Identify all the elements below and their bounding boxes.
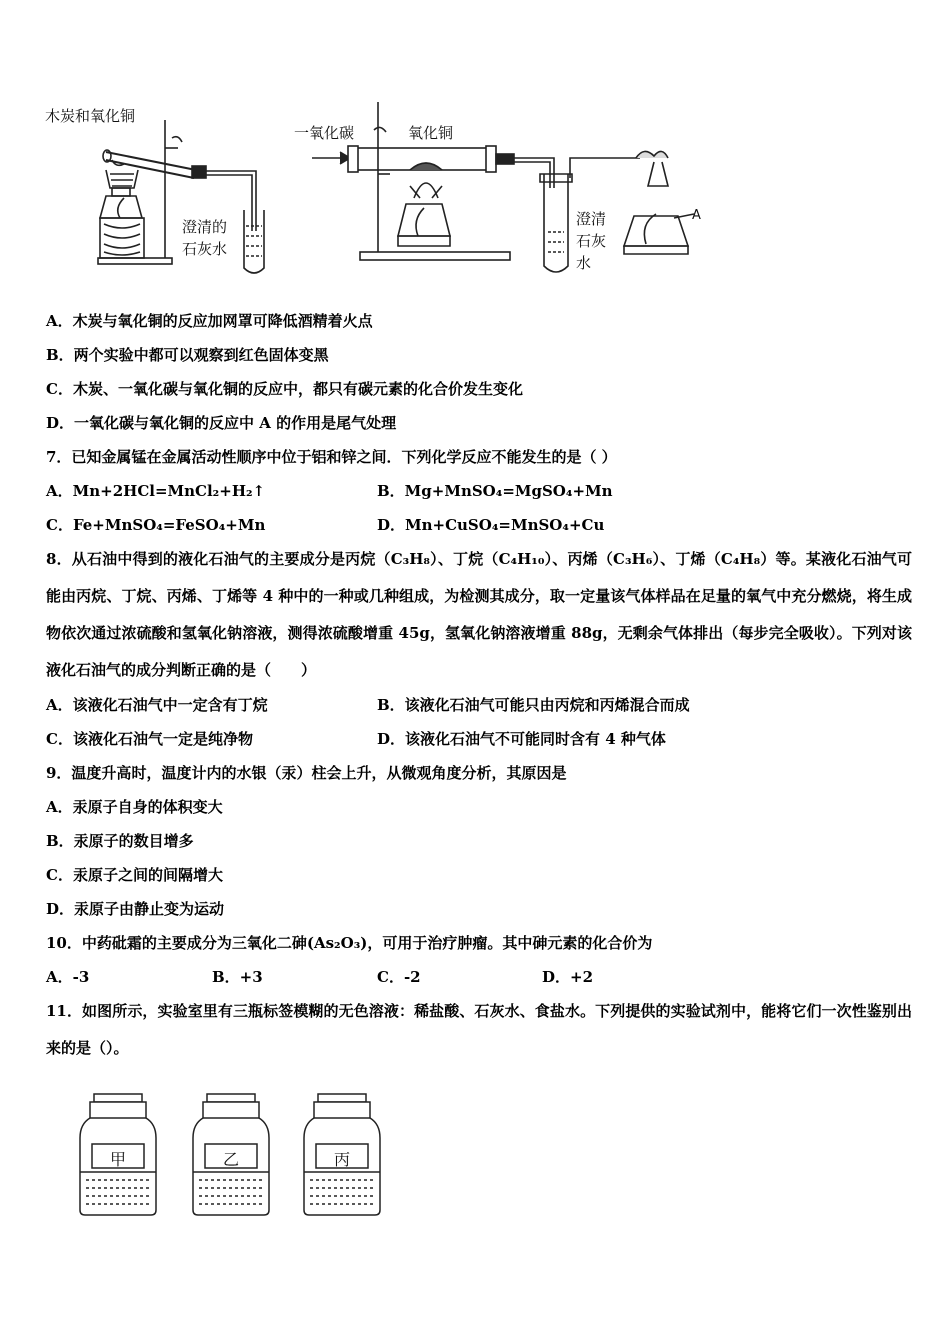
q6-option-a: A．木炭与氧化铜的反应加网罩可降低酒精着火点 [46, 312, 373, 330]
co-apparatus-drawing [290, 96, 715, 278]
q8-option-c: C．该液化石油气一定是纯净物 [46, 730, 253, 748]
bottle-yi [191, 1092, 271, 1217]
q10-option-b: B．+3 [212, 968, 263, 986]
q9-option-a: A．汞原子自身的体积变大 [46, 798, 223, 816]
label-limewater-a: 澄清 [576, 210, 607, 228]
q10-option-d: D．+2 [542, 968, 594, 986]
q8-option-b: B．该液化石油气可能只由丙烷和丙烯混合而成 [377, 696, 690, 714]
label-a: A [692, 208, 701, 223]
label-limewater-c: 水 [576, 254, 592, 272]
bottle-label-bing: 丙 [334, 1150, 351, 1169]
q6-option-d: D．一氧化碳与氧化铜的反应中 A 的作用是尾气处理 [46, 414, 397, 432]
q7-stem: 7．已知金属锰在金属活动性顺序中位于铝和锌之间．下列化学反应不能发生的是（ ） [46, 448, 617, 466]
q10-option-a: A．-3 [46, 968, 90, 986]
label-cuo: 氧化铜 [408, 124, 454, 142]
label-co: 一氧化碳 [294, 124, 355, 142]
q7-option-b: B．Mg+MnSO₄=MgSO₄+Mn [377, 482, 613, 500]
q8-option-d: D．该液化石油气不可能同时含有 4 种气体 [377, 730, 666, 748]
q7-option-a: A．Mn+2HCl=MnCl₂+H₂↑ [46, 482, 266, 500]
q9-option-c: C．汞原子之间的间隔增大 [46, 866, 223, 884]
bottle-jia [78, 1092, 158, 1217]
label-limewater-1: 澄清的 [182, 218, 228, 236]
q8-option-a: A．该液化石油气中一定含有丁烷 [46, 696, 268, 714]
bottle-bing [302, 1092, 382, 1217]
q10-stem: 10．中药砒霜的主要成分为三氧化二砷(As₂O₃)，可用于治疗肿瘤。其中砷元素的化合价为 [46, 934, 653, 952]
q10-option-c: C．-2 [377, 968, 421, 986]
q7-option-c: C．Fe+MnSO₄=FeSO₄+Mn [46, 516, 266, 534]
figure-co-cuo-apparatus [290, 96, 715, 278]
q6-option-b: B．两个实验中都可以观察到红色固体变黑 [46, 346, 329, 364]
label-limewater-2: 石灰水 [182, 240, 228, 258]
bottle-label-yi: 乙 [223, 1150, 240, 1169]
q6-option-c: C．木炭、一氧化碳与氧化铜的反应中，都只有碳元素的化合价发生变化 [46, 380, 523, 398]
q9-option-b: B．汞原子的数目增多 [46, 832, 194, 850]
figure-charcoal-cuo-apparatus [40, 100, 280, 275]
q7-option-d: D．Mn+CuSO₄=MnSO₄+Cu [377, 516, 605, 534]
label-limewater-b: 石灰 [576, 232, 607, 250]
q9-stem: 9．温度升高时，温度计内的水银（汞）柱会上升，从微观角度分析，其原因是 [46, 764, 567, 782]
q9-option-d: D．汞原子由静止变为运动 [46, 900, 225, 918]
q11-stem: 11．如图所示，实验室里有三瓶标签模糊的无色溶液：稀盐酸、石灰水、食盐水。下列提供的实验试剂中，能将它们一次性鉴别出来的是（）。 [46, 1002, 912, 1057]
q8-stem: 8．从石油中得到的液化石油气的主要成分是丙烷（C₃H₈）、丁烷（C₄H₁₀）、丙烯（C₃H₆）、丁烯（C₄H₈）等。某液化石油气可能由丙烷、丁烷、丙烯、丁烯等 4 种中的一种或几种组成，为检测其成分，取一定量该气体样品在足量的氧气中充分燃烧，将生成物依次通过浓硫酸和氢氧化钠溶液，测得浓硫酸增重 45g，氢氧化钠溶液增重 88g，无剩余气体排出（每步完全吸收）。下列对该液化石油气的成分判断正确的是（ ） [46, 550, 912, 679]
label-charcoal-cuo: 木炭和氧化铜 [45, 107, 136, 125]
charcoal-apparatus-drawing [40, 100, 280, 275]
bottle-label-jia: 甲 [110, 1150, 127, 1169]
